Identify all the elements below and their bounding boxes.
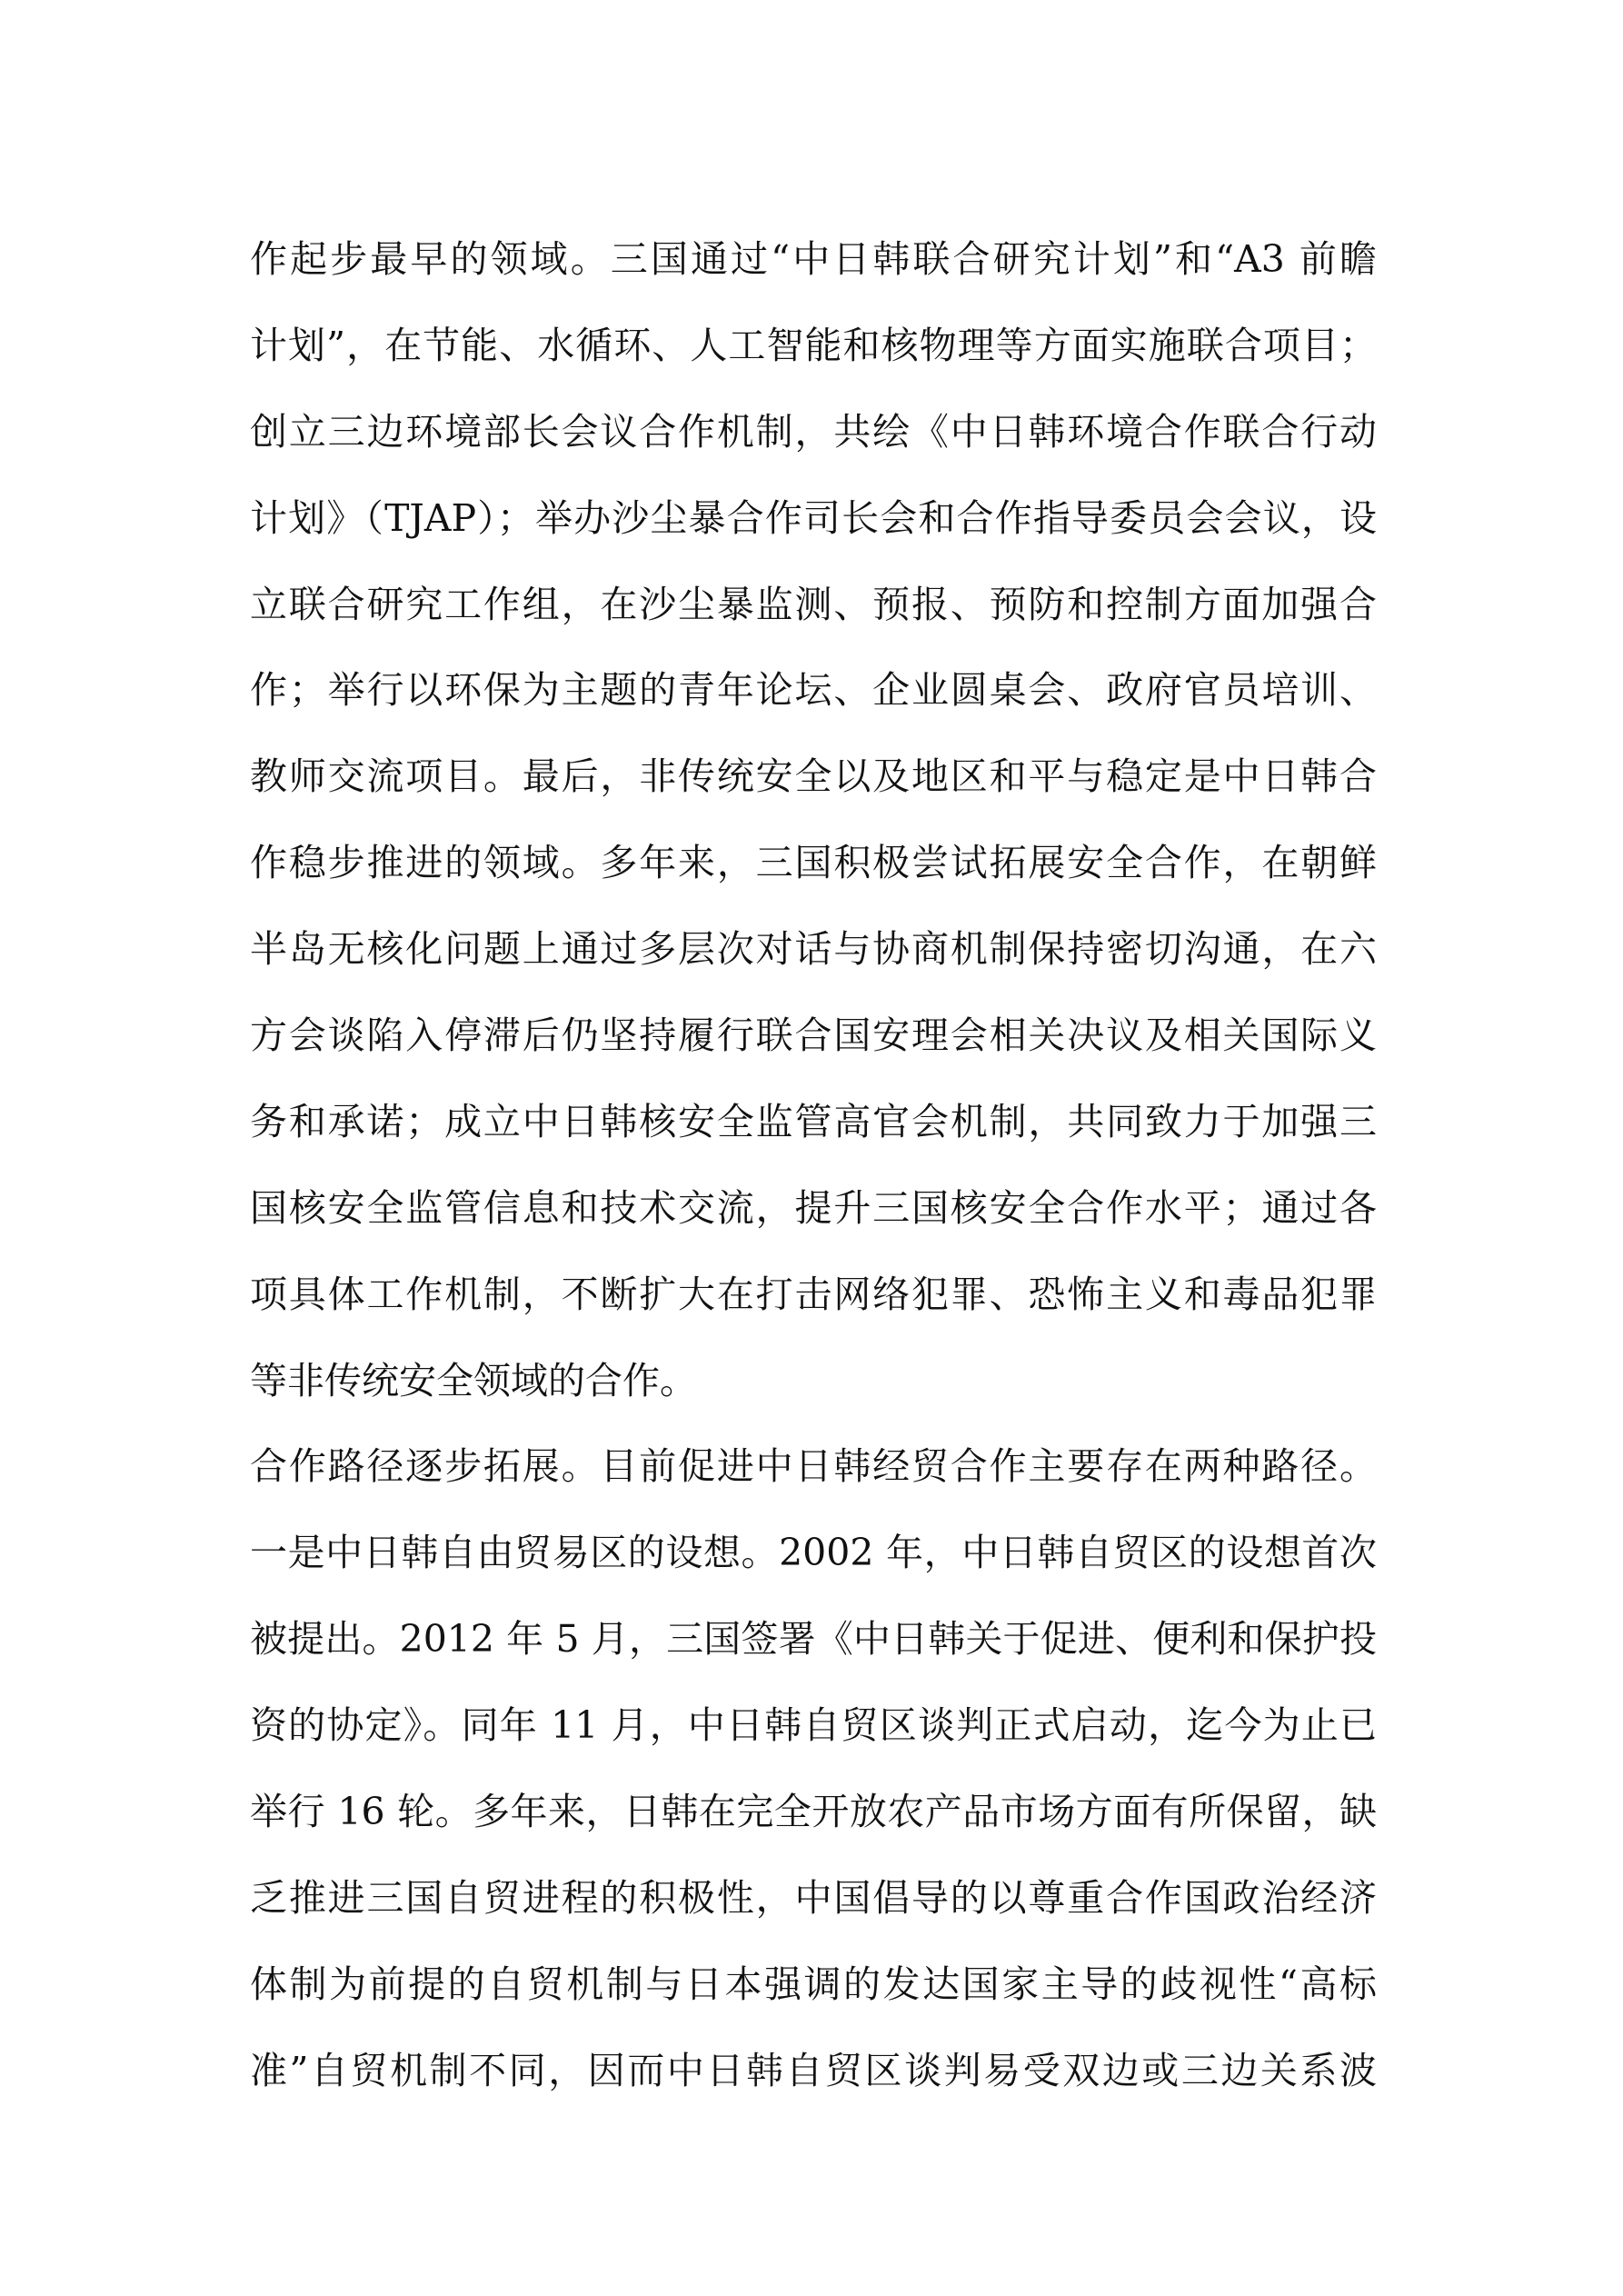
text-line: 方会谈陷入停滞后仍坚持履行联合国安理会相关决议及相关国际义 (250, 1013, 1377, 1058)
text-line: 作起步最早的领域。三国通过“中日韩联合研究计划”和“A3 前瞻 (250, 237, 1377, 281)
text-line: 举行 16 轮。多年来，日韩在完全开放农产品市场方面有所保留，缺 (250, 1790, 1377, 1834)
text-line: 准”自贸机制不同，因而中日韩自贸区谈判易受双边或三边关系波 (250, 2048, 1377, 2092)
text-line: 作；举行以环保为主题的青年论坛、企业圆桌会、政府官员培训、 (250, 668, 1377, 713)
text-line: 作稳步推进的领域。多年来，三国积极尝试拓展安全合作，在朝鲜 (250, 841, 1377, 885)
body-text (250, 216, 1377, 2114)
text-line: 被提出。2012 年 5 月，三国签署《中日韩关于促进、便利和保护投 (250, 1617, 1377, 1662)
text-line: 创立三边环境部长会议合作机制，共绘《中日韩环境合作联合行动 (250, 409, 1377, 454)
text-line: 合作路径逐步拓展。目前促进中日韩经贸合作主要存在两种路径。 (250, 1444, 1377, 1489)
text-line: 乏推进三国自贸进程的积极性，中国倡导的以尊重合作国政治经济 (250, 1875, 1377, 1920)
text-line: 体制为前提的自贸机制与日本强调的发达国家主导的歧视性“高标 (250, 1962, 1377, 2006)
text-line: 国核安全监管信息和技术交流，提升三国核安全合作水平；通过各 (250, 1185, 1377, 1230)
text-line: 教师交流项目。最后，非传统安全以及地区和平与稳定是中日韩合 (250, 754, 1377, 799)
text-line: 立联合研究工作组，在沙尘暴监测、预报、预防和控制方面加强合 (250, 582, 1377, 626)
text-line: 一是中日韩自由贸易区的设想。2002 年，中日韩自贸区的设想首次 (250, 1531, 1377, 1575)
text-line: 半岛无核化问题上通过多层次对话与协商机制保持密切沟通，在六 (250, 927, 1377, 972)
text-line: 资的协定》。同年 11 月，中日韩自贸区谈判正式启动，迄今为止已 (250, 1703, 1377, 1748)
text-line: 计划》（TJAP）；举办沙尘暴合作司长会和合作指导委员会会议，设 (250, 495, 1377, 540)
text-line: 计划”，在节能、水循环、人工智能和核物理等方面实施联合项目； (250, 323, 1377, 367)
text-line: 务和承诺；成立中日韩核安全监管高官会机制，共同致力于加强三 (250, 1099, 1377, 1143)
text-line: 项具体工作机制，不断扩大在打击网络犯罪、恐怖主义和毒品犯罪 (250, 1272, 1377, 1316)
paragraph-end-line: 等非传统安全领域的合作。 (250, 1358, 697, 1403)
